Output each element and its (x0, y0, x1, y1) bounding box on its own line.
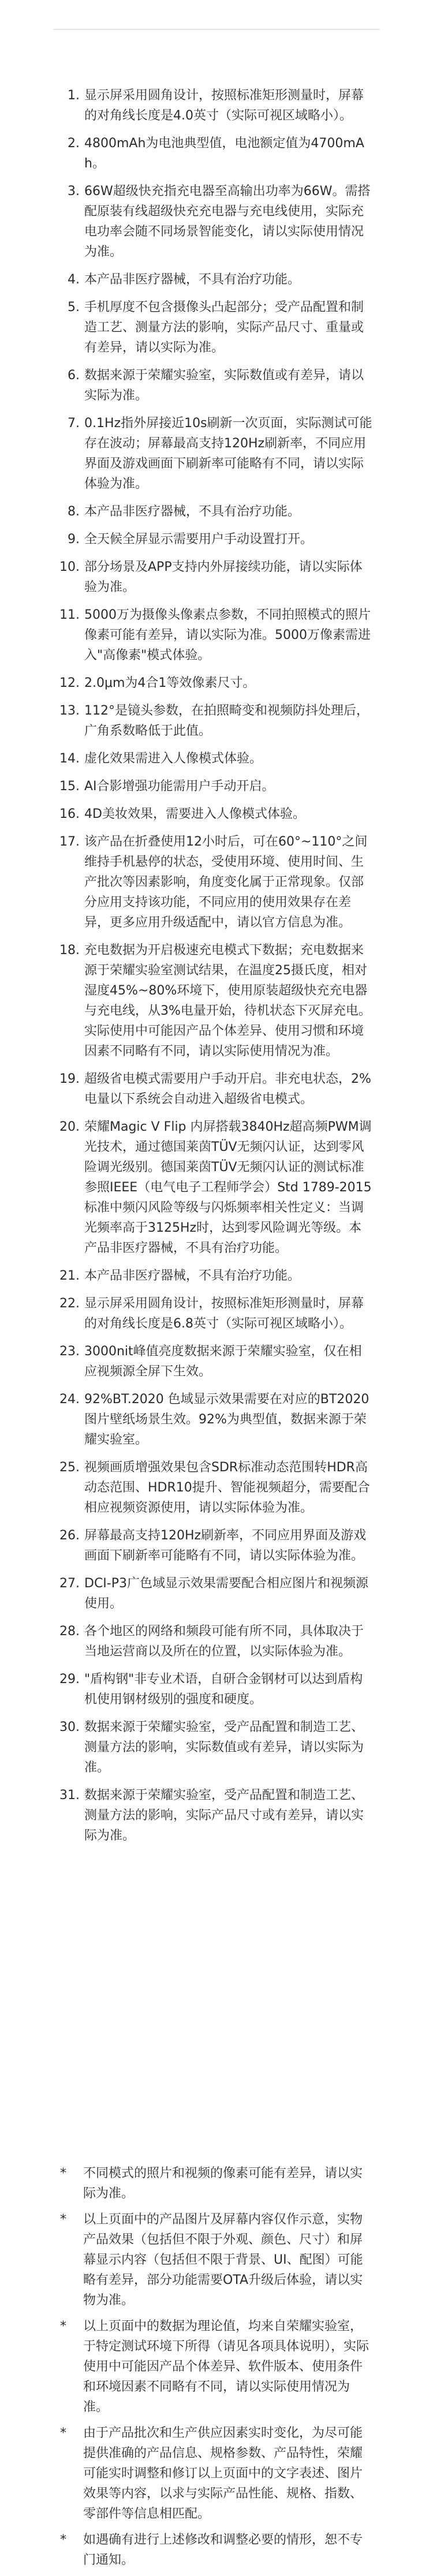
footnote-text: 本产品非医疗器械，不具有治疗功能。 (84, 1269, 301, 1283)
disclaimer-item (60, 2316, 372, 2417)
footnote-item (51, 1669, 374, 1710)
footnote-number: 5. (68, 300, 80, 315)
footnote-item (51, 673, 374, 693)
footnote-number: 26. (59, 1528, 80, 1543)
disclaimer-item (60, 2209, 372, 2310)
footnote-number: 17. (59, 835, 80, 849)
footnote-text: 虚化效果需进入人像模式体验。 (84, 752, 263, 766)
top-divider (53, 29, 380, 30)
footnote-item (51, 297, 374, 358)
footnote-text: AI合影增强功能需用户手动开启。 (84, 779, 275, 794)
footnote-text: 超级省电模式需要用户手动开启。非充电状态，2%电量以下系统会自动进入超级省电模式。 (84, 1072, 371, 1106)
footnote-number: 16. (59, 807, 80, 821)
footnote-text: 充电数据为开启极速充电模式下数据；充电数据来源于荣耀实验室测试结果，在温度25摄氏度，相对湿度45%~80%环境下，使用原装超级快充充电器与充电线，从3%电量开始，待机状态下灭屏充电。实际使用中可能因产品个体差异、使用习惯和环境因素不同略有不同，请以实际使用情况为准。 (84, 943, 371, 1059)
footnote-text: "盾构钢"非专业术语，自研合金钢材可以达到盾构机使用钢材级别的强度和硬度。 (84, 1672, 363, 1707)
footnote-item (51, 1526, 374, 1566)
footnote-item (51, 181, 374, 262)
footnote-item (51, 85, 374, 126)
asterisk-bullet: * (60, 2533, 66, 2547)
footnote-number: 2. (68, 136, 80, 151)
footnote-number: 22. (59, 1296, 80, 1311)
footnote-number: 15. (59, 779, 80, 794)
asterisk-bullet: * (60, 2426, 66, 2440)
footnote-item (51, 832, 374, 933)
footnote-item (51, 1785, 374, 1846)
footnote-number: 11. (59, 608, 80, 622)
footnote-item (51, 1389, 374, 1450)
footnote-item (51, 502, 374, 522)
footnote-item (51, 1341, 374, 1382)
footnote-item (51, 804, 374, 824)
footnote-number: 23. (59, 1344, 80, 1359)
asterisk-bullet: * (60, 2166, 66, 2181)
footnotes-list (51, 85, 374, 1853)
asterisk-bullet: * (60, 2212, 66, 2227)
footnote-text: 该产品在折叠使用12小时后，可在60°~110°之间维持手机悬停的状态，受使用环境、使用时间、生产批次等因素影响，角度变化属于正常现象。仅部分应用支持该功能，不同应用的使用效果存在差异，更多应用升级适配中，请以官方信息为准。 (84, 835, 368, 930)
footnote-text: 显示屏采用圆角设计，按照标准矩形测量时，屏幕的对角线长度是4.0英寸（实际可视区域略小）。 (84, 88, 364, 123)
footnote-number: 8. (68, 504, 80, 519)
footnote-item (51, 1069, 374, 1109)
footnote-number: 28. (59, 1624, 80, 1639)
footnote-text: 92%BT.2020 色域显示效果需要在对应的BT2020图片壁纸场景生效。92%为典型值，数据来源于荣耀实验室。 (84, 1392, 369, 1447)
footnote-number: 24. (59, 1392, 80, 1407)
footnote-number: 1. (68, 88, 80, 103)
footnote-text: 全天候全屏显示需要用户手动设置打开。 (84, 532, 313, 547)
footnote-text: 本产品非医疗器械，不具有治疗功能。 (84, 504, 301, 519)
footnote-text: 5000万为摄像头像素点参数，不同拍照模式的照片像素可能有差异，请以实际为准。5000万像素需进入"高像素"模式体验。 (84, 608, 371, 663)
footnote-text: 2.0μm为4合1等效像素尺寸。 (84, 676, 256, 690)
footnote-item (51, 365, 374, 406)
footnote-text: 112°是镜头参数，在拍照畸变和视频防抖处理后，广角系数略低于此值。 (84, 704, 369, 738)
footnote-text: 显示屏采用圆角设计，按照标准矩形测量时，屏幕的对角线长度是6.8英寸（实际可视区域略小）。 (84, 1296, 364, 1331)
footnote-text: DCI-P3广色域显示效果需要配合相应图片和视频源使用。 (84, 1576, 368, 1611)
disclaimer-text: 以上页面中的产品图片及屏幕内容仅作示意，实物产品效果（包括但不限于外观、颜色、尺寸）和屏幕显示内容（包括但不限于背景、UI、配图）可能略有差异，部分功能需要OTA升级后体验，请以实物为准。 (83, 2212, 363, 2308)
footnote-item (51, 776, 374, 797)
footnote-number: 21. (59, 1269, 80, 1283)
footnote-text: 4800mAh为电池典型值，电池额定值为4700mAh。 (84, 136, 364, 171)
footnote-number: 20. (59, 1120, 80, 1134)
disclaimer-text: 由于产品批次和生产供应因素实时变化，为尽可能提供准确的产品信息、规格参数、产品特性，荣耀可能实时调整和修订以上页面中的文字表述、图片效果等内容，以求与实际产品性能、规格、指数、零部件等信息相匹配。 (83, 2426, 363, 2521)
footnote-text: 数据来源于荣耀实验室，受产品配置和制造工艺、测量方法的影响，实际产品尺寸或有差异，请以实际为准。 (84, 1788, 364, 1843)
footnote-item (51, 413, 374, 494)
footnote-item (51, 270, 374, 290)
disclaimer-text: 不同模式的照片和视频的像素可能有差异，请以实际为准。 (83, 2166, 363, 2201)
footnote-number: 31. (59, 1788, 80, 1803)
disclaimer-text: 以上页面中的数据为理论值，均来自荣耀实验室，于特定测试环境下所得（请见各项具体说明），实际使用中可能因产品个体差异、软件版本、使用条件和环境因素不同略有不同，请以实际使用情况为准。 (83, 2319, 369, 2414)
footnote-item (51, 940, 374, 1061)
disclaimer-item (60, 2163, 372, 2204)
footnote-text: 各个地区的网络和频段可能有所不同，具体取决于当地运营商以及所在的位置，以实际体验为准。 (84, 1624, 364, 1659)
footnote-number: 29. (59, 1672, 80, 1687)
asterisk-bullet: * (60, 2319, 66, 2334)
footnote-text: 3000nit峰值亮度数据来源于荣耀实验室，仅在相应视频源全屏下生效。 (84, 1344, 362, 1379)
footnote-item (51, 1457, 374, 1518)
disclaimer-item (60, 2423, 372, 2524)
footnote-text: 手机厚度不包含摄像头凸起部分；受产品配置和制造工艺、测量方法的影响，实际产品尺寸、重量或有差异，请以实际为准。 (84, 300, 364, 355)
footnote-item (51, 1621, 374, 1662)
footnote-text: 视频画质增强效果包含SDR标准动态范围转HDR高动态范围、HDR10提升、智能视频超分，需要配合相应视频资源使用，请以实际体验为准。 (84, 1460, 370, 1515)
footnote-number: 10. (59, 560, 80, 574)
footnote-number: 14. (59, 752, 80, 766)
disclaimer-item (60, 2530, 372, 2570)
footnote-item (51, 701, 374, 741)
footnote-number: 25. (59, 1460, 80, 1475)
footnote-item (51, 133, 374, 174)
footnote-text: 荣耀Magic V Flip 内屏搭载3840Hz超高频PWM调光技术，通过德国莱茵TÜV无频闪认证，达到零风险调光级别。德国莱茵TÜV无频闪认证的测试标准参照IEEE（电气电子工程师学会）Std 1789-2015标准中频闪风险等级与闪烁频率相关性定义：当调光频率高于3125Hz时，达到零风险调光等级。本产品非医疗器械，不具有治疗功能。 (84, 1120, 372, 1255)
footnote-item (51, 749, 374, 769)
footnote-item (51, 529, 374, 549)
footnote-item (51, 1293, 374, 1334)
footnote-number: 19. (59, 1072, 80, 1086)
footnote-text: 屏幕最高支持120Hz刷新率，不同应用界面及游戏画面下刷新率可能略有不同，请以实际体验为准。 (84, 1528, 367, 1563)
footnote-number: 27. (59, 1576, 80, 1591)
disclaimer-text: 如遇确有进行上述修改和调整必要的情形，恕不专门通知。 (83, 2533, 363, 2567)
footnote-text: 0.1Hz指外屏接近10s刷新一次页面，实际测试可能存在波动；屏幕最高支持120Hz刷新率，不同应用界面及游戏画面下刷新率可能略有不同，请以实际体验为准。 (84, 416, 372, 491)
footnote-text: 4D美妆效果，需要进入人像模式体验。 (84, 807, 305, 821)
footnote-text: 部分场景及APP支持内外屏接续功能，请以实际体验为准。 (84, 560, 363, 595)
disclaimer-list (60, 2163, 372, 2576)
footnote-item (51, 1117, 374, 1258)
footnote-item (51, 557, 374, 597)
footnote-number: 9. (68, 532, 80, 547)
footnote-item (51, 1573, 374, 1614)
footnote-text: 66W超级快充指充电器至高输出功率为66W。需搭配原装有线超级快充充电器与充电线使用，实际充电功率会随不同场景智能变化，请以实际使用情况为准。 (84, 184, 371, 259)
footnote-number: 30. (59, 1720, 80, 1734)
footnote-number: 4. (68, 272, 80, 287)
footnote-text: 数据来源于荣耀实验室，受产品配置和制造工艺、测量方法的影响，实际数值或有差异，请以实际为准。 (84, 1720, 364, 1775)
footnote-text: 数据来源于荣耀实验室，实际数值或有差异，请以实际为准。 (84, 368, 364, 403)
footnote-text: 本产品非医疗器械，不具有治疗功能。 (84, 272, 301, 287)
footnote-item (51, 1266, 374, 1286)
footnote-number: 3. (68, 184, 80, 199)
footnote-number: 13. (59, 704, 80, 718)
footnote-item (51, 1717, 374, 1778)
footnote-number: 7. (68, 416, 80, 431)
footnote-number: 18. (59, 943, 80, 958)
footnote-item (51, 605, 374, 666)
footnote-number: 6. (68, 368, 80, 383)
footnote-number: 12. (59, 676, 80, 690)
